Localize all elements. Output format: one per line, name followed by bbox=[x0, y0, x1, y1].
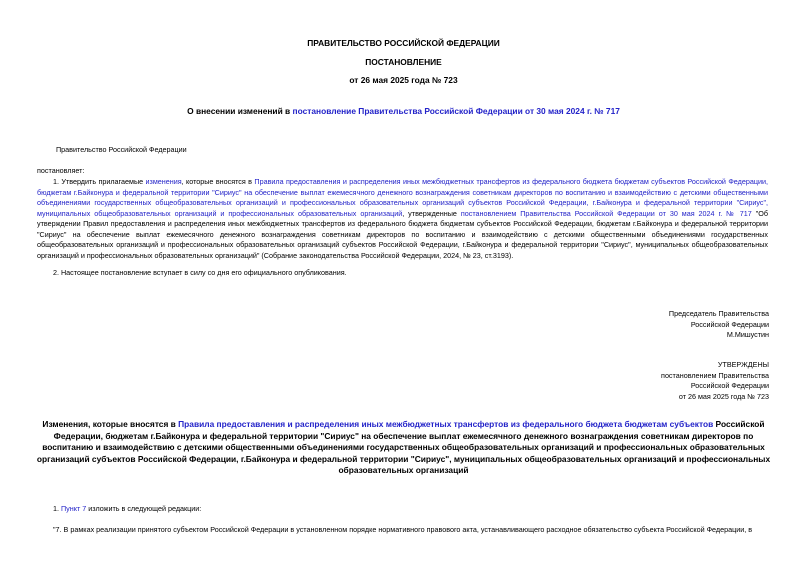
item-2-paragraph: 2. Настоящее постановление вступает в силу со дня его официального опубликования. bbox=[53, 268, 347, 277]
government-line: Правительство Российской Федерации bbox=[56, 145, 187, 154]
decides-line: постановляет: bbox=[37, 166, 85, 175]
item-1-resolution-link[interactable]: постановлением Правительства Российской Федерации от 30 мая 2024 г. № 717 bbox=[460, 208, 752, 218]
approved-line-2: постановлением Правительства bbox=[661, 370, 769, 380]
changes-item-1-prefix: 1. bbox=[53, 504, 61, 513]
approved-line-3: Российской Федерации bbox=[690, 381, 769, 390]
signature-line-1: Председатель Правительства bbox=[668, 309, 769, 318]
approved-block bbox=[661, 360, 769, 402]
document-title bbox=[0, 106, 807, 116]
title-link[interactable]: постановление Правительства Российской Федерации от 30 мая 2024 г. № 717 bbox=[292, 106, 620, 116]
changes-title-link[interactable]: Правила предоставления и распределения иных межбюджетных трансфертов из федерального бюджета бюджетам субъектов bbox=[178, 419, 714, 429]
government-heading: ПРАВИТЕЛЬСТВО РОССИЙСКОЙ ФЕДЕРАЦИИ bbox=[307, 38, 500, 48]
signature-name: М.Мишустин bbox=[726, 330, 769, 339]
item-1-paragraph bbox=[37, 177, 768, 261]
item-1-start: 1. Утвердить прилагаемые bbox=[53, 177, 146, 186]
item-1-changes-link[interactable]: изменения bbox=[145, 177, 182, 186]
signature-line-2: Российской Федерации bbox=[690, 319, 769, 329]
item-1-mid2: , утвержденные bbox=[402, 208, 461, 218]
item-1-mid1: , которые вносятся в bbox=[181, 177, 255, 186]
document-date-number: от 26 мая 2025 года № 723 bbox=[349, 75, 458, 85]
changes-item-1-rest: изложить в следующей редакции: bbox=[86, 504, 202, 513]
document-type-heading: ПОСТАНОВЛЕНИЕ bbox=[365, 57, 442, 67]
item-1-rules-link[interactable]: Правила предоставления и распределения иных межбюджетных трансфертов из федерального бюджета бюджетам субъектов Российской Федерации, бюджетам г.Байконура и федеральной территории "Сириус" на обеспечение выплат ежемесячного денежного вознаграждения советникам директоров по воспитанию и взаимодействию с детскими общественными объединениями государственных общеобразовательных организаций и профессиональных образовательных организаций субъектов Российской Федерации, г.Байконура и федеральной территории "Сириус", муниципальных общеобразовательных организаций и профессиональных образовательных организаций bbox=[37, 177, 768, 218]
changes-title bbox=[34, 419, 773, 477]
approved-line-4: от 26 мая 2025 года № 723 bbox=[678, 391, 769, 401]
signature-block bbox=[669, 309, 769, 341]
changes-title-prefix: Изменения, которые вносятся в bbox=[42, 419, 179, 429]
approved-line-1: УТВЕРЖДЕНЫ bbox=[717, 360, 769, 369]
changes-title-rest: Российской Федерации, бюджетам г.Байконура и федеральной территории "Сириус" на обеспечение выплат ежемесячного денежного вознаграждения советникам директоров по воспитанию и взаимодействию с детскими общественными объединениями государственных общеобразовательных организаций и профессиональных образовательных организаций субъектов Российской Федерации, г.Байконура и федеральной территории "Сириус", муниципальных общеобразовательных организаций и профессиональных образовательных организаций bbox=[36, 419, 771, 476]
item-1-end: "Об утверждении Правил предоставления и распределения иных межбюджетных трансфертов из федерального бюджета бюджетам субъектов Российской Федерации, бюджетам г.Байконура и федеральной территории "Сириус" на обеспечение выплат ежемесячного денежного вознаграждения советникам директоров по воспитанию и взаимодействию с детскими общественными объединениями государственных общеобразовательных организаций и профессиональных образовательных организаций субъектов Российской Федерации, г.Байконура и федеральной территории "Сириус", муниципальных общеобразовательных организаций и профессиональных образовательных организаций" (Собрание законодательства Российской Федерации, 2024, № 23, ст.3193). bbox=[37, 208, 769, 260]
changes-item-1 bbox=[37, 504, 768, 515]
changes-quote-start: "7. В рамках реализации принятого субъектом Российской Федерации в установленном порядке нормативного правового акта, устанавливающего расходное обязательство субъекта Российской Федерации, в bbox=[53, 525, 753, 534]
title-prefix: О внесении изменений в bbox=[187, 106, 293, 116]
point-7-link[interactable]: Пункт 7 bbox=[61, 504, 87, 513]
